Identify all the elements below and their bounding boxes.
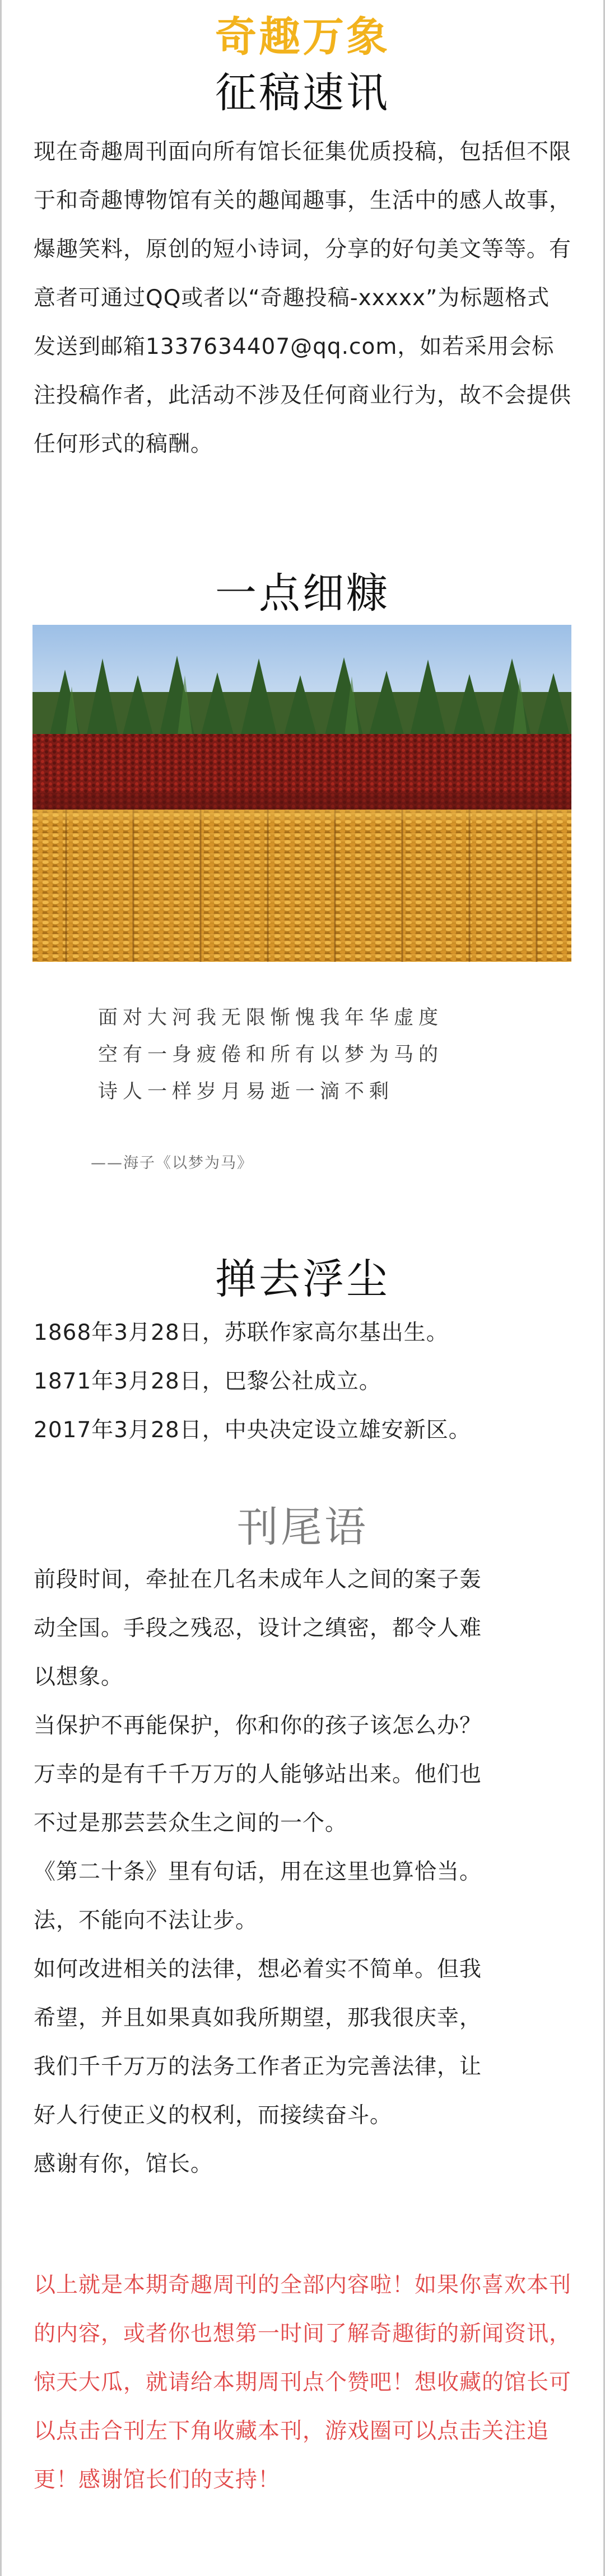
epilogue-line: 万幸的是有千千万万的人能够站出来。他们也 xyxy=(34,1762,482,1787)
epilogue-line: 以想象。 xyxy=(34,1665,124,1690)
harvest-photo xyxy=(32,625,571,962)
brand-title: 奇趣万象 xyxy=(215,13,390,61)
epilogue-line: 动全国。手段之残忍，设计之缜密，都令人难 xyxy=(34,1616,482,1641)
history-event: 1868年3月28日，苏联作家高尔基出生。 xyxy=(34,1320,449,1345)
harvest-photo-drawing xyxy=(32,625,571,962)
call-for-submissions-heading: 征稿速讯 xyxy=(215,69,390,117)
call-for-submissions-body: 现在奇趣周刊面向所有馆长征集优质投稿，包括但不限于和奇趣博物馆有关的趣闻趣事，生活中的感人故事，爆趣笑料，原创的短小诗词，分享的好句美文等等。有意者可通过QQ或者以“奇趣投稿-xxxxx”为标题格式发送到邮箱1337634407@qq.com，如若采用会标注投稿作者，此活动不涉及任何商业行为，故不会提供任何形式的稿酬。 xyxy=(34,139,572,457)
epilogue-line: 当保护不再能保护，你和你的孩子该怎么办？ xyxy=(34,1713,482,1738)
epilogue-line: 感谢有你，馆长。 xyxy=(34,2152,213,2177)
crumbs-heading: 一点细糠 xyxy=(215,569,390,618)
history-event: 1871年3月28日，巴黎公社成立。 xyxy=(34,1369,381,1394)
epilogue-heading: 刊尾语 xyxy=(237,1503,368,1551)
poem-attribution: ——海子《以梦为马》 xyxy=(91,1154,253,1172)
epilogue-line: 前段时间，牵扯在几名未成年人之间的案子轰 xyxy=(34,1567,482,1592)
epilogue-line: 如何改进相关的法律，想必着实不简单。但我 xyxy=(34,1957,482,1982)
poem-line: 面对大河我无限惭愧我年华虚度 xyxy=(98,1007,444,1029)
poem-line: 诗人一样岁月易逝一滴不剩 xyxy=(98,1081,394,1103)
epilogue-line: 我们千千万万的法务工作者正为完善法律，让 xyxy=(34,2054,482,2079)
epilogue-line: 希望，并且如果真如我所期望，那我很庆幸， xyxy=(34,2005,482,2031)
epilogue-line: 不过是那芸芸众生之间的一个。 xyxy=(34,1811,348,1836)
history-event: 2017年3月28日，中央决定设立雄安新区。 xyxy=(34,1418,471,1443)
epilogue-line: 好人行使正义的权利，而接续奋斗。 xyxy=(34,2103,393,2128)
closing-call-to-action: 以上就是本期奇趣周刊的全部内容啦！如果你喜欢本刊的内容，或者你也想第一时间了解奇趣街的新闻资讯，惊天大瓜，就请给本期周刊点个赞吧！想收藏的馆长可以点击合刊左下角收藏本刊，游戏圈可以点击关注追更！感谢馆长们的支持！ xyxy=(34,2273,572,2493)
poem-line: 空有一身疲倦和所有以梦为马的 xyxy=(98,1044,444,1066)
epilogue-line: 《第二十条》里有句话，用在这里也算恰当。 xyxy=(34,1859,482,1885)
brush-off-dust-heading: 掸去浮尘 xyxy=(215,1255,390,1303)
epilogue-line: 法，不能向不法让步。 xyxy=(34,1908,258,1933)
